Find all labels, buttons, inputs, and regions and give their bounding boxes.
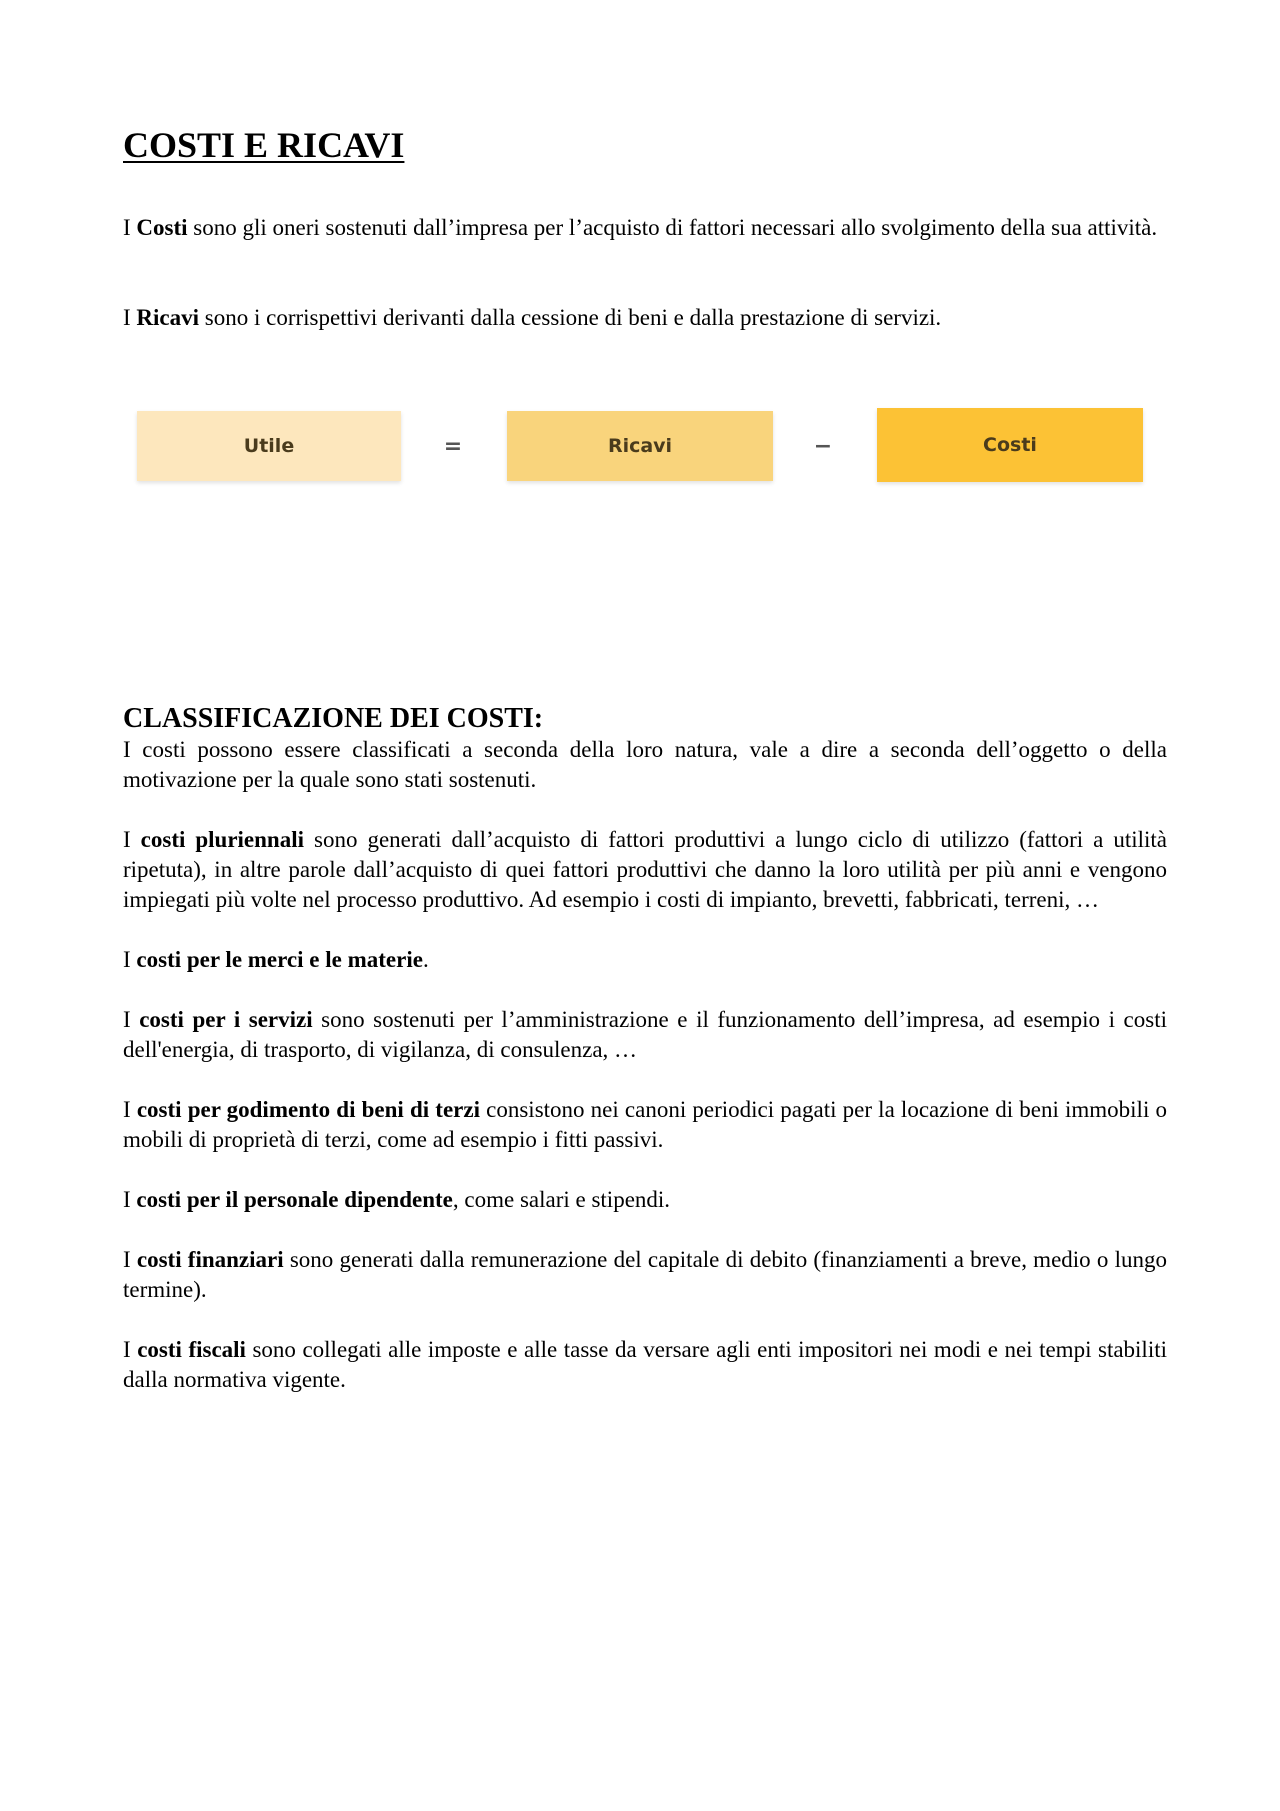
item-text: sono collegati alle imposte e alle tasse da versare agli enti impositori nei modi e nei tempi stabiliti dalla normativa vigente. — [123, 1337, 1167, 1392]
item-term: costi per i servizi — [139, 1007, 313, 1032]
item-prefix: I — [123, 1247, 137, 1272]
profit-formula-diagram — [123, 404, 1167, 488]
ricavi-prefix: I — [123, 305, 137, 330]
formula-minus-sign: − — [813, 433, 833, 459]
item-text: . — [422, 947, 429, 972]
costi-servizi-paragraph — [123, 1005, 1167, 1065]
classification-heading: CLASSIFICAZIONE DEI COSTI: — [123, 703, 544, 734]
item-term: costi per godimento di beni di terzi — [136, 1097, 480, 1122]
item-term: costi fiscali — [137, 1337, 246, 1362]
ricavi-definition — [123, 303, 1167, 333]
formula-ricavi-box: Ricavi — [507, 411, 773, 481]
classification-section — [123, 703, 1167, 1425]
costi-godimento-beni-terzi-paragraph — [123, 1095, 1167, 1155]
item-term: costi per il personale dipendente — [136, 1187, 453, 1212]
classification-list — [123, 825, 1167, 1395]
item-prefix: I — [123, 1187, 137, 1212]
item-text: sono generati dalla remunerazione del capitale di debito (finanziamenti a breve, medio o lungo termine). — [123, 1247, 1167, 1302]
formula-equals-sign: = — [443, 433, 463, 459]
formula-utile-box: Utile — [137, 411, 401, 481]
costi-fiscali-paragraph — [123, 1335, 1167, 1395]
costi-text: sono gli oneri sostenuti dall’impresa per l’acquisto di fattori necessari allo svolgimento della sua attività. — [187, 215, 1158, 240]
costi-merci-materie-paragraph — [123, 945, 1167, 975]
item-term: costi pluriennali — [140, 827, 305, 852]
costi-prefix: I — [123, 215, 137, 240]
item-prefix: I — [123, 1007, 140, 1032]
costi-definition — [123, 213, 1167, 243]
formula-costi-box: Costi — [877, 408, 1143, 482]
item-text: , come salari e stipendi. — [452, 1187, 671, 1212]
costi-pluriennali-paragraph — [123, 825, 1167, 915]
item-text: sono sostenuti per l’amministrazione e il funzionamento dell’impresa, ad esempio i costi dell'energia, di trasporto, di vigilanza, di consulenza, … — [123, 1007, 1167, 1062]
costi-personale-dipendente-paragraph — [123, 1185, 1167, 1215]
item-prefix: I — [123, 1337, 138, 1362]
ricavi-text: sono i corrispettivi derivanti dalla cessione di beni e dalla prestazione di servizi. — [199, 305, 942, 330]
item-term: costi finanziari — [136, 1247, 284, 1272]
classification-intro: I costi possono essere classificati a seconda della loro natura, vale a dire a seconda dell’oggetto o della motivazione per la quale sono stati sostenuti. — [123, 737, 1167, 792]
item-text: consistono nei canoni periodici pagati per la locazione di beni immobili o mobili di proprietà di terzi, come ad esempio i fitti passivi. — [123, 1097, 1167, 1152]
costi-term: Costi — [136, 215, 188, 240]
costi-finanziari-paragraph — [123, 1245, 1167, 1305]
ricavi-term: Ricavi — [136, 305, 200, 330]
item-prefix: I — [123, 827, 141, 852]
page-title: COSTI E RICAVI — [123, 125, 405, 165]
item-term: costi per le merci e le materie — [136, 947, 423, 972]
item-prefix: I — [123, 947, 137, 972]
item-prefix: I — [123, 1097, 137, 1122]
item-text: sono generati dall’acquisto di fattori produttivi a lungo ciclo di utilizzo (fattori a utilità ripetuta), in altre parole dall’acquisto di quei fattori produttivi che danno la loro utilità per più anni e vengono impiegati più volte nel processo produttivo. Ad esempio i costi di impianto, brevetti, fabbricati, terreni, … — [123, 827, 1167, 912]
